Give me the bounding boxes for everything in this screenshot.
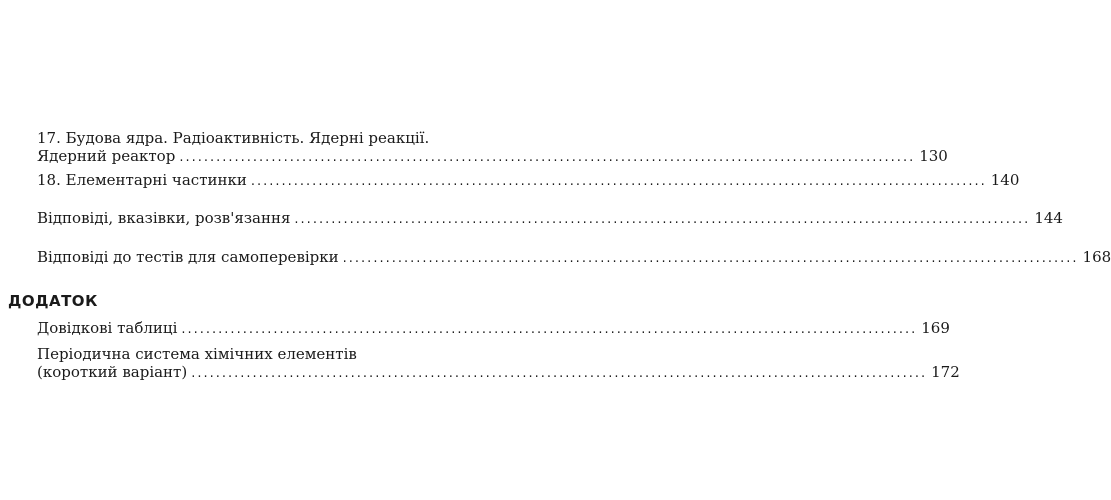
appendix-heading: ДОДАТОК xyxy=(8,292,98,310)
leader-dots: ........................................................................................................................ xyxy=(179,150,916,165)
toc-entry-answers xyxy=(37,208,1063,230)
toc-entry-17-title-line1: 17. Будова ядра. Радіоактивність. Ядерні реакції. xyxy=(37,129,430,147)
toc-entry-test-answers xyxy=(37,247,1111,269)
toc-entry-test-answers-title: Відповіді до тестів для самоперевірки xyxy=(37,248,339,266)
toc-entry-periodic-title-line2: (короткий варіант) xyxy=(37,363,188,381)
toc-entry-reference-tables xyxy=(37,318,950,340)
toc-entry-17-title-line2: Ядерний реактор xyxy=(37,147,176,165)
leader-dots: ........................................................................................................................ xyxy=(342,251,1079,266)
toc-entry-18-page: 140 xyxy=(990,171,1020,189)
toc-entry-18 xyxy=(37,170,1020,192)
toc-entry-18-title: 18. Елементарні частинки xyxy=(37,171,247,189)
leader-dots: ........................................................................................................................ xyxy=(181,322,918,337)
leader-dots: ........................................................................................................................ xyxy=(191,366,928,381)
toc-entry-reference-tables-page: 169 xyxy=(921,319,950,337)
toc-entry-17-page: 130 xyxy=(919,147,948,165)
toc-entry-reference-tables-title: Довідкові таблиці xyxy=(37,319,178,337)
toc-entry-answers-page: 144 xyxy=(1034,209,1063,227)
toc-entry-periodic-page: 172 xyxy=(931,363,960,381)
toc-entry-17 xyxy=(37,146,948,168)
toc-entry-test-answers-page: 168 xyxy=(1082,248,1111,266)
leader-dots: ........................................................................................................................ xyxy=(294,212,1031,227)
toc-entry-periodic xyxy=(37,362,960,384)
toc-entry-answers-title: Відповіді, вказівки, розв'язання xyxy=(37,209,291,227)
toc-entry-periodic-title-line1: Періодична система хімічних елементів xyxy=(37,345,357,363)
leader-dots: ........................................................................................................................ xyxy=(250,174,987,189)
